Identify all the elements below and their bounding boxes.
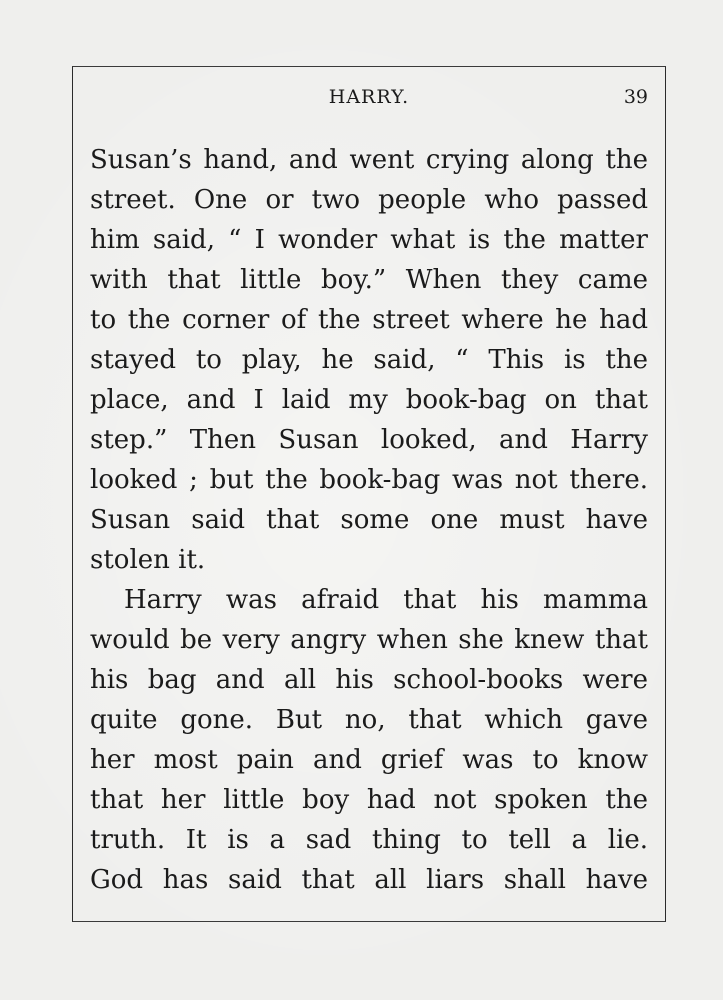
text-line: truth. It is a sad thing to tell a lie. xyxy=(90,825,648,855)
text-line: that her little boy had not spoken the xyxy=(90,785,648,815)
text-line-paragraph-start: Harry was afraid that his mamma xyxy=(124,585,648,615)
body-text xyxy=(90,140,648,900)
text-line: Susan said that some one must have xyxy=(90,505,648,535)
text-line: with that little boy.” When they came xyxy=(90,265,648,295)
text-line: to the corner of the street where he had xyxy=(90,305,648,335)
text-line: would be very angry when she knew that xyxy=(90,625,648,655)
text-line: God has said that all liars shall have xyxy=(90,865,648,895)
text-line: Susan’s hand, and went crying along the xyxy=(90,145,648,175)
page-header xyxy=(72,86,666,116)
text-line: place, and I laid my book-bag on that xyxy=(90,385,648,415)
text-line: his bag and all his school-books were xyxy=(90,665,648,695)
page-number: 39 xyxy=(623,86,648,108)
text-line: looked ; but the book-bag was not there. xyxy=(90,465,648,495)
text-line: quite gone. But no, that which gave xyxy=(90,705,648,735)
text-line-paragraph-end: stolen it. xyxy=(90,545,206,575)
text-line: stayed to play, he said, “ This is the xyxy=(90,345,648,375)
text-line: street. One or two people who passed xyxy=(90,185,648,215)
text-line: him said, “ I wonder what is the matter xyxy=(90,225,648,255)
text-line: step.” Then Susan looked, and Harry xyxy=(90,425,648,455)
running-title: HARRY. xyxy=(328,86,410,108)
text-line: her most pain and grief was to know xyxy=(90,745,648,775)
